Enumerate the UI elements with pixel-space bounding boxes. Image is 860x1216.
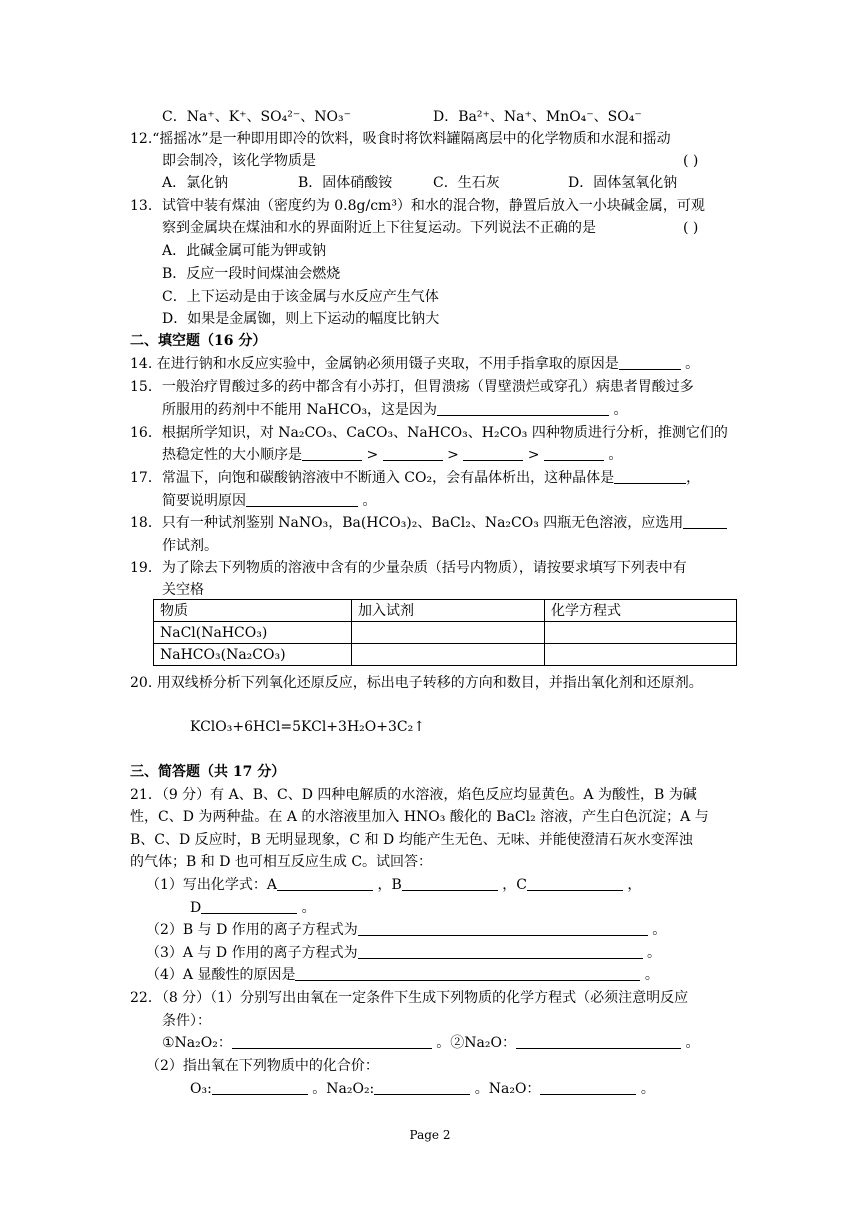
q13-option-b: B．反应一段时间煤油会燃烧 xyxy=(162,266,341,282)
q18-reagent-blank[interactable] xyxy=(683,514,727,529)
q21-sub3: （3）A 与 D 作用的离子方程式为 。 xyxy=(146,945,662,961)
q17-reason-blank[interactable] xyxy=(246,492,358,507)
q16-blank-4[interactable] xyxy=(544,446,604,461)
table-header-cell: 化学方程式 xyxy=(545,600,737,622)
q13-answer-paren: ( ) xyxy=(683,220,699,236)
q21-ad-equation-blank[interactable] xyxy=(358,944,643,959)
page-number: Page 2 xyxy=(409,1128,451,1142)
section-2-title: 二、填空题（16 分） xyxy=(130,333,267,349)
q21-c-blank[interactable] xyxy=(527,876,623,891)
table-cell-substance: NaCl(NaHCO₃) xyxy=(154,622,352,644)
q17-crystal-blank[interactable] xyxy=(614,469,686,484)
table-header-row xyxy=(154,600,737,622)
q12-line1: 12.“摇摇冰”是一种即用即冷的饮料，吸食时将饮料罐隔离层中的化学物质和水混和摇动 xyxy=(130,131,671,147)
q16-blank-2[interactable] xyxy=(383,446,443,461)
table-cell-reagent[interactable] xyxy=(352,644,545,666)
q14-answer-blank[interactable] xyxy=(619,355,681,370)
q20-line1: 20. 用双线桥分析下列氧化还原反应，标出电子转移的方向和数目，并指出氧化剂和还原剂。 xyxy=(130,675,703,691)
table-cell-reagent[interactable] xyxy=(352,622,545,644)
q22-na2o2-equation-blank[interactable] xyxy=(232,1034,432,1049)
q18-line1: 18．只有一种试剂鉴别 NaNO₃，Ba(HCO₃)₂、BaCl₂、Na₂CO₃ 四瓶无色溶液，应选用 xyxy=(130,514,727,532)
q15-line1: 15．一般治疗胃酸过多的药中都含有小苏打，但胃溃疡（胃壁溃烂或穿孔）病患者胃酸过多 xyxy=(130,379,694,395)
q20-equation: KClO₃+6HCl=5KCl+3H₂O+3C₂↑ xyxy=(190,719,425,735)
table-header-cell: 加入试剂 xyxy=(352,600,545,622)
q11-option-c: C．Na⁺、K⁺、SO₄²⁻、NO₃⁻ xyxy=(162,109,351,125)
q22-o3-blank[interactable] xyxy=(212,1080,308,1095)
q21-acidity-reason-blank[interactable] xyxy=(295,966,640,981)
table-cell-equation[interactable] xyxy=(545,622,737,644)
table-header-cell: 物质 xyxy=(154,600,352,622)
q13-option-d: D．如果是金属铷，则上下运动的幅度比钠大 xyxy=(162,311,440,327)
q21-line4: 的气体；B 和 D 也可相互反应生成 C。试回答： xyxy=(130,854,433,870)
q22-na2o2-blank[interactable] xyxy=(374,1080,470,1095)
q21-line3: B、C、D 反应时，B 无明显现象，C 和 D 均能产生无色、无味、并能使澄清石灰水变浑浊 xyxy=(130,832,693,848)
q13-line2: 察到金属块在煤油和水的界面附近上下往复运动。下列说法不正确的是 xyxy=(162,220,596,236)
q13-option-a: A．此碱金属可能为钾或钠 xyxy=(162,243,327,259)
q15-line2: 所服用的药剂中不能用 NaHCO₃，这是因为 。 xyxy=(162,402,628,418)
q16-blank-3[interactable] xyxy=(463,446,523,461)
q16-line2: 热稳定性的大小顺序是 > > > 。 xyxy=(162,447,623,463)
q16-blank-1[interactable] xyxy=(302,446,362,461)
q22-sub2: （2）指出氧在下列物质中的化合价： xyxy=(146,1058,379,1074)
q21-a-blank[interactable] xyxy=(277,876,373,891)
q22-line2: 条件）： xyxy=(162,1013,211,1029)
q17-line1: 17．常温下，向饱和碳酸钠溶液中不断通入 CO₂，会有晶体析出，这种晶体是 ， xyxy=(130,470,701,486)
q21-sub2: （2）B 与 D 作用的离子方程式为 。 xyxy=(146,922,667,938)
q13-line1: 13．试管中装有煤油（密度约为 0.8g/cm³）和水的混合物，静置后放入一小块碱金属，可观 xyxy=(130,198,705,214)
q22-na2o-blank[interactable] xyxy=(540,1080,636,1095)
q12-option-d: D．固体氢氧化钠 xyxy=(568,175,678,191)
q12-option-b: B．固体硝酸铵 xyxy=(298,175,393,191)
q21-sub4: （4）A 显酸性的原因是 。 xyxy=(146,967,659,983)
q12-option-a: A．氯化钠 xyxy=(162,175,229,191)
q12-answer-paren: ( ) xyxy=(683,153,699,169)
q19-line1: 19．为了除去下列物质的溶液中含有的少量杂质（括号内物质），请按要求填写下列表中有 xyxy=(130,560,687,576)
q21-sub1: （1）写出化学式：A ，B ，C ， xyxy=(146,877,642,893)
table-row xyxy=(154,622,737,644)
q15-answer-blank[interactable] xyxy=(437,401,609,416)
q19-table xyxy=(153,599,737,666)
q21-d-blank[interactable] xyxy=(201,899,297,914)
table-cell-equation[interactable] xyxy=(545,644,737,666)
q22-line1: 22．（8 分）（1）分别写出由氧在一定条件下生成下列物质的化学方程式（必须注意明反应 xyxy=(130,990,689,1006)
q22-sub1: ①Na₂O₂： 。②Na₂O： 。 xyxy=(162,1035,700,1051)
q18-line2: 作试剂。 xyxy=(162,538,218,554)
q16-line1: 16．根据所学知识，对 Na₂CO₃、CaCO₃、NaHCO₃、H₂CO₃ 四种物质进行分析，推测它们的 xyxy=(130,425,728,441)
q21-line2: 性，C、D 为两种盐。在 A 的水溶液里加入 HNO₃ 酸化的 BaCl₂ 溶液，产生白色沉淀；A 与 xyxy=(130,809,709,825)
q21-bd-equation-blank[interactable] xyxy=(358,921,648,936)
q19-line2: 关空格 xyxy=(162,582,204,598)
q12-option-c: C．生石灰 xyxy=(433,175,500,191)
q22-valence-line: O₃: 。Na₂O₂: 。Na₂O： 。 xyxy=(190,1081,655,1097)
q14-text: 14. 在进行钠和水反应实验中，金属钠必须用镊子夹取，不用手指拿取的原因是 。 xyxy=(130,356,700,372)
q13-option-c: C．上下运动是由于该金属与水反应产生气体 xyxy=(162,289,439,305)
q21-line1: 21．（9 分）有 A、B、C、D 四种电解质的水溶液，焰色反应均显黄色。A 为酸性，B 为碱 xyxy=(130,787,697,803)
section-3-title: 三、简答题（共 17 分） xyxy=(130,764,286,780)
q21-sub1-d: D 。 xyxy=(190,900,316,916)
q11-option-d: D．Ba²⁺、Na⁺、MnO₄⁻、SO₄⁻ xyxy=(433,109,642,125)
q17-line2: 简要说明原因 。 xyxy=(162,493,377,509)
table-cell-substance: NaHCO₃(Na₂CO₃) xyxy=(154,644,352,666)
q12-line2: 即会制冷，该化学物质是 xyxy=(162,153,316,169)
q21-b-blank[interactable] xyxy=(402,876,498,891)
q22-na2o-equation-blank[interactable] xyxy=(516,1034,681,1049)
table-row xyxy=(154,644,737,666)
